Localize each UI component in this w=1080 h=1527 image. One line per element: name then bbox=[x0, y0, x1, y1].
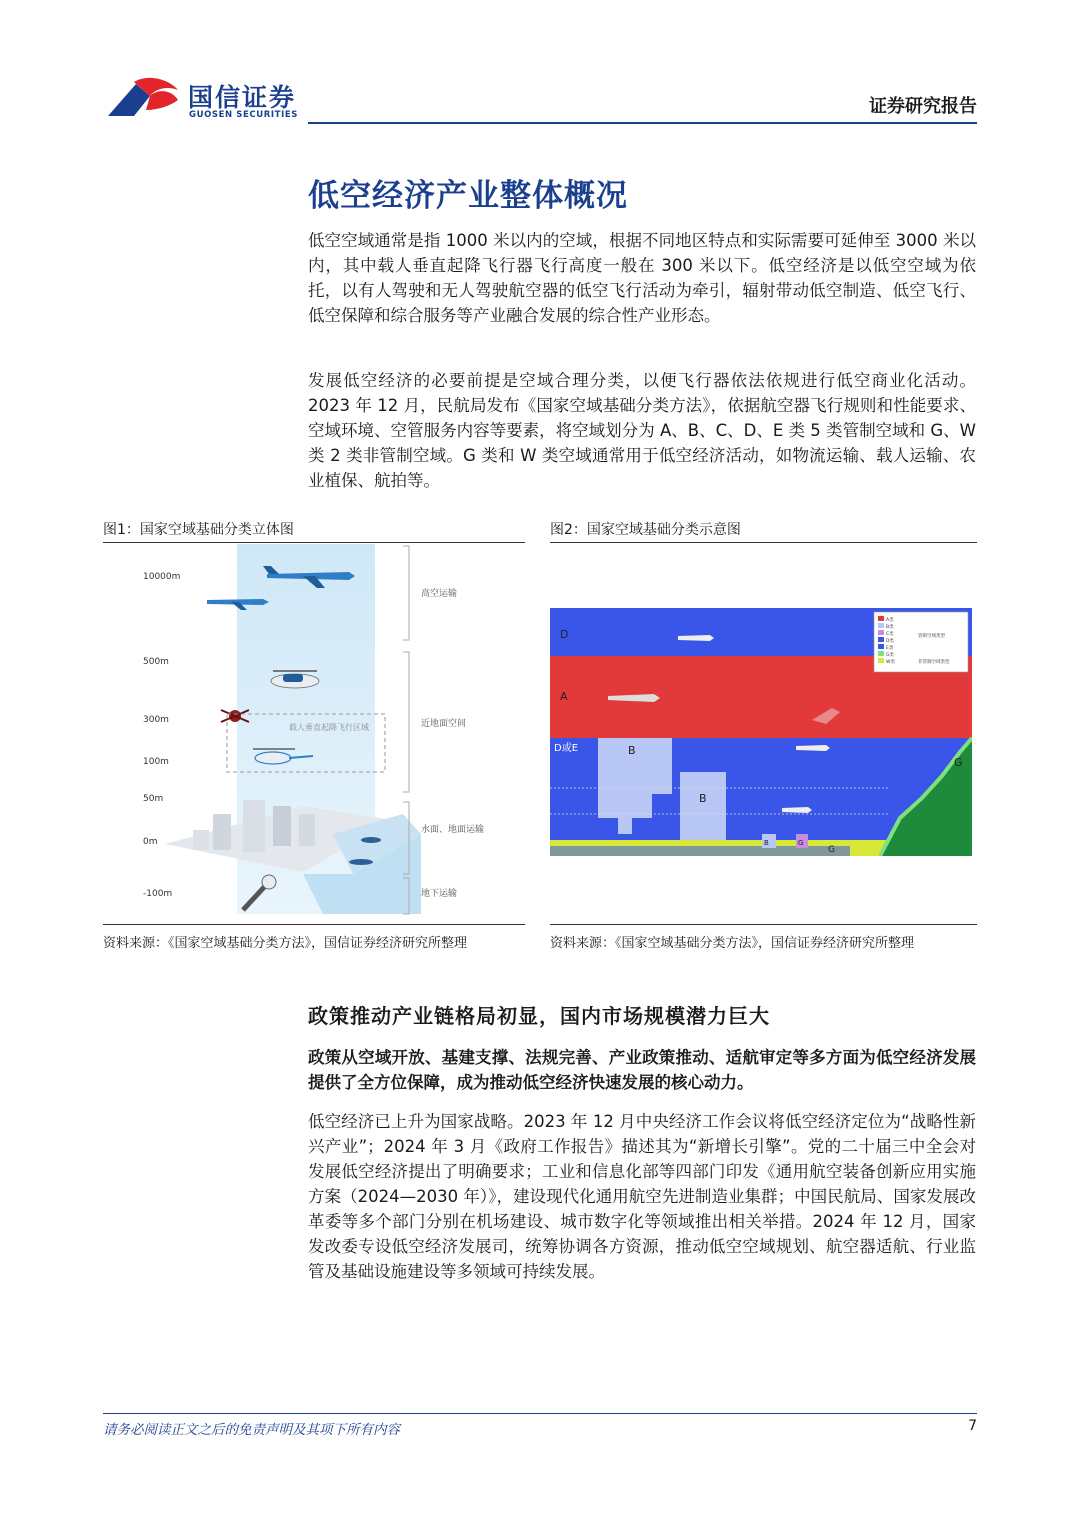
alt-label: -100m bbox=[143, 889, 173, 899]
figure-1-bottom-rule bbox=[103, 924, 525, 925]
evtol-zone-label: 载人垂直起降飞行区域 bbox=[289, 723, 369, 732]
figure-2-top-rule bbox=[550, 542, 977, 543]
legend-group: 非管制空域类型 bbox=[918, 660, 950, 665]
class-label: B bbox=[628, 744, 636, 757]
figure-2-source: 资料来源：《国家空域基础分类方法》，国信证券经济研究所整理 bbox=[550, 936, 915, 951]
legend-item: W类 bbox=[886, 660, 895, 665]
paragraph-1: 低空空域通常是指 1000 米以内的空域，根据不同地区特点和实际需要可延伸至 3000 米以内，其中载人垂直起降飞行器飞行高度一般在 300 米以下。低空经济是以低空空域为依托，以有人驾驶和无人驾驶航空器的低空飞行活动为牵引，辐射带动低空制造、低空飞行、低空保障和综合服务等产业融合发展的综合性产业形态。 bbox=[308, 231, 976, 325]
legend-item: D类 bbox=[886, 639, 894, 644]
page-number: 7 bbox=[968, 1418, 977, 1434]
zone-label: 地下运输 bbox=[421, 889, 458, 899]
section-title: 低空经济产业整体概况 bbox=[308, 178, 628, 214]
footer-disclaimer: 请务必阅读正文之后的免责声明及其项下所有内容 bbox=[103, 1422, 400, 1438]
class-label: D或E bbox=[554, 743, 579, 754]
class-label: D bbox=[560, 628, 569, 641]
alt-label: 50m bbox=[143, 794, 164, 804]
class-label: B bbox=[764, 839, 769, 847]
zone-label: 水面、地面运输 bbox=[421, 825, 485, 835]
subsection-lead: 政策从空域开放、基建支撑、法规完善、产业政策推动、适航审定等多方面为低空经济发展提供了全方位保障，成为推动低空经济快速发展的核心动力。 bbox=[308, 1048, 976, 1092]
alt-label: 100m bbox=[143, 757, 169, 767]
figure-2-bottom-rule bbox=[550, 924, 977, 925]
class-label: G bbox=[798, 839, 804, 847]
legend-item: B类 bbox=[886, 625, 894, 630]
logo-text-en: GUOSEN SECURITIES bbox=[189, 110, 298, 120]
legend-item: A类 bbox=[886, 618, 894, 623]
figure-2-caption: 图2：国家空域基础分类示意图 bbox=[550, 522, 741, 538]
class-label: B bbox=[699, 792, 707, 805]
legend-item: E类 bbox=[886, 646, 894, 651]
figure-2-airspace-schematic bbox=[550, 608, 972, 856]
alt-label: 0m bbox=[143, 837, 158, 847]
class-label: G bbox=[954, 756, 963, 769]
class-label: A bbox=[560, 690, 568, 703]
header-rule bbox=[308, 122, 977, 124]
footer-rule bbox=[103, 1413, 977, 1414]
figure-1-caption: 图1：国家空域基础分类立体图 bbox=[103, 522, 294, 538]
zone-label: 高空运输 bbox=[421, 589, 458, 599]
figure-1-top-rule bbox=[103, 542, 525, 543]
alt-label: 300m bbox=[143, 715, 169, 725]
alt-label: 10000m bbox=[143, 572, 181, 582]
legend-item: C类 bbox=[886, 632, 894, 637]
report-type: 证券研究报告 bbox=[869, 96, 977, 117]
subsection-title: 政策推动产业链格局初显，国内市场规模潜力巨大 bbox=[308, 1004, 770, 1028]
figure-1-source: 资料来源：《国家空域基础分类方法》，国信证券经济研究所整理 bbox=[103, 936, 468, 951]
paragraph-2: 发展低空经济的必要前提是空域合理分类，以便飞行器依法依规进行低空商业化活动。2023 年 12 月，民航局发布《国家空域基础分类方法》，依据航空器飞行规则和性能要求、空域环境、空管服务内容等要素，将空域划分为 A、B、C、D、E 类 5 类管制空域和 G、W 类 2 类非管制空域。G 类和 W 类空域通常用于低空经济活动，如物流运输、载人运输、农业植保、航拍等。 bbox=[308, 371, 976, 490]
subsection-body: 低空经济已上升为国家战略。2023 年 12 月中央经济工作会议将低空经济定位为“战略性新兴产业”；2024 年 3 月《政府工作报告》描述其为“新增长引擎”。党的二十届三中全会对发展低空经济提出了明确要求；工业和信息化部等四部门印发《通用航空装备创新应用实施方案（2024—2030 年）》，建设现代化通用航空先进制造业集群；中国民航局、国家发展改革委等多个部门分别在机场建设、城市数字化等领域推出相关举措。2024 年 12 月，国家发改委专设低空经济发展司，统筹协调各方资源，推动低空空域规划、航空器适航、行业监管及基础设施建设等多领域可持续发展。 bbox=[308, 1112, 976, 1281]
guosen-logo-icon bbox=[106, 76, 180, 120]
zone-label: 近地面空间 bbox=[421, 719, 467, 729]
legend-item: G类 bbox=[886, 653, 894, 658]
alt-label: 500m bbox=[143, 657, 169, 667]
legend-group: 管制空域类型 bbox=[918, 634, 945, 639]
class-label: G bbox=[828, 845, 835, 855]
figure-1-airspace-3d bbox=[103, 544, 525, 922]
logo-text-cn: 国信证券 bbox=[188, 83, 297, 112]
